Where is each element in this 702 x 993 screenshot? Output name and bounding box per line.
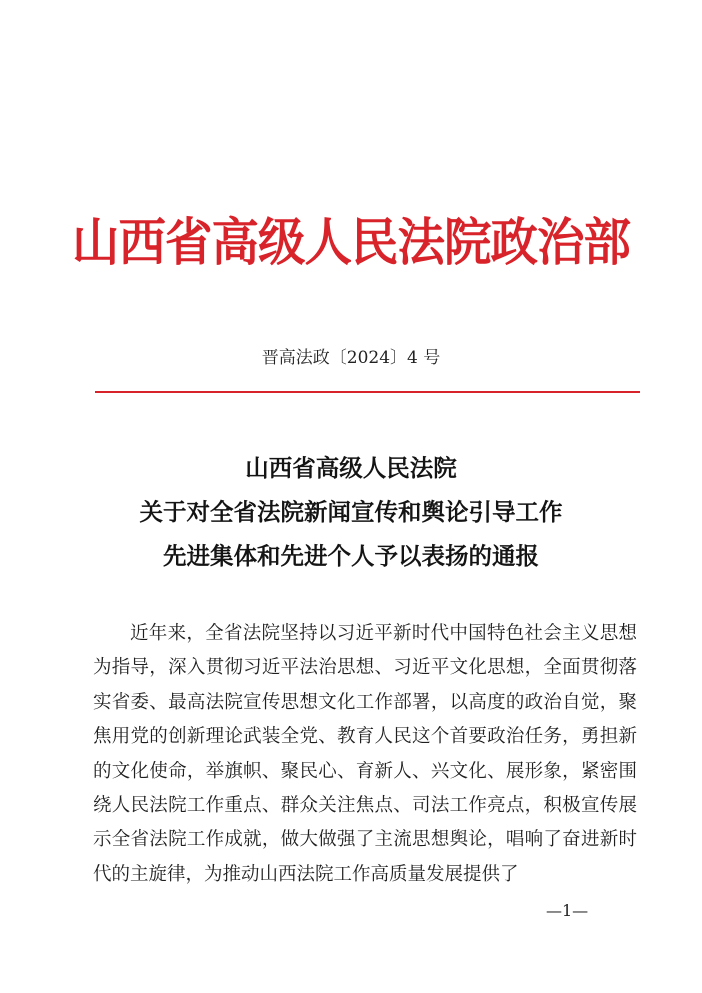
issuer-header: 山西省高级人民法院政治部 [71, 213, 630, 273]
page-number: —1— [546, 901, 589, 920]
document-number: 晋高法政〔2024〕4 号 [261, 348, 441, 368]
title-line-2: 关于对全省法院新闻宣传和舆论引导工作 [139, 498, 563, 526]
body-paragraph: 近年来，全省法院坚持以习近平新时代中国特色社会主义思想为指导，深入贯彻习近平法治思想、习近平文化思想，全面贯彻落实省委、最高法院宣传思想文化工作部署，以高度的政治自觉，聚焦用党的创新理论武装全党、教育人民这个首要政治任务，勇担新的文化使命，举旗帜、聚民心、育新人、兴文化、展形象，紧密围绕人民法院工作重点、群众关注焦点、司法工作亮点，积极宣传展示全省法院工作成就，做大做强了主流思想舆论，唱响了奋进新时代的主旋律，为推动山西法院工作高质量发展提供了 [93, 623, 637, 885]
title-line-1: 山西省高级人民法院 [245, 454, 457, 482]
title-line-3: 先进集体和先进个人予以表扬的通报 [163, 542, 539, 570]
red-divider-line [95, 391, 640, 393]
document-title [0, 446, 702, 578]
